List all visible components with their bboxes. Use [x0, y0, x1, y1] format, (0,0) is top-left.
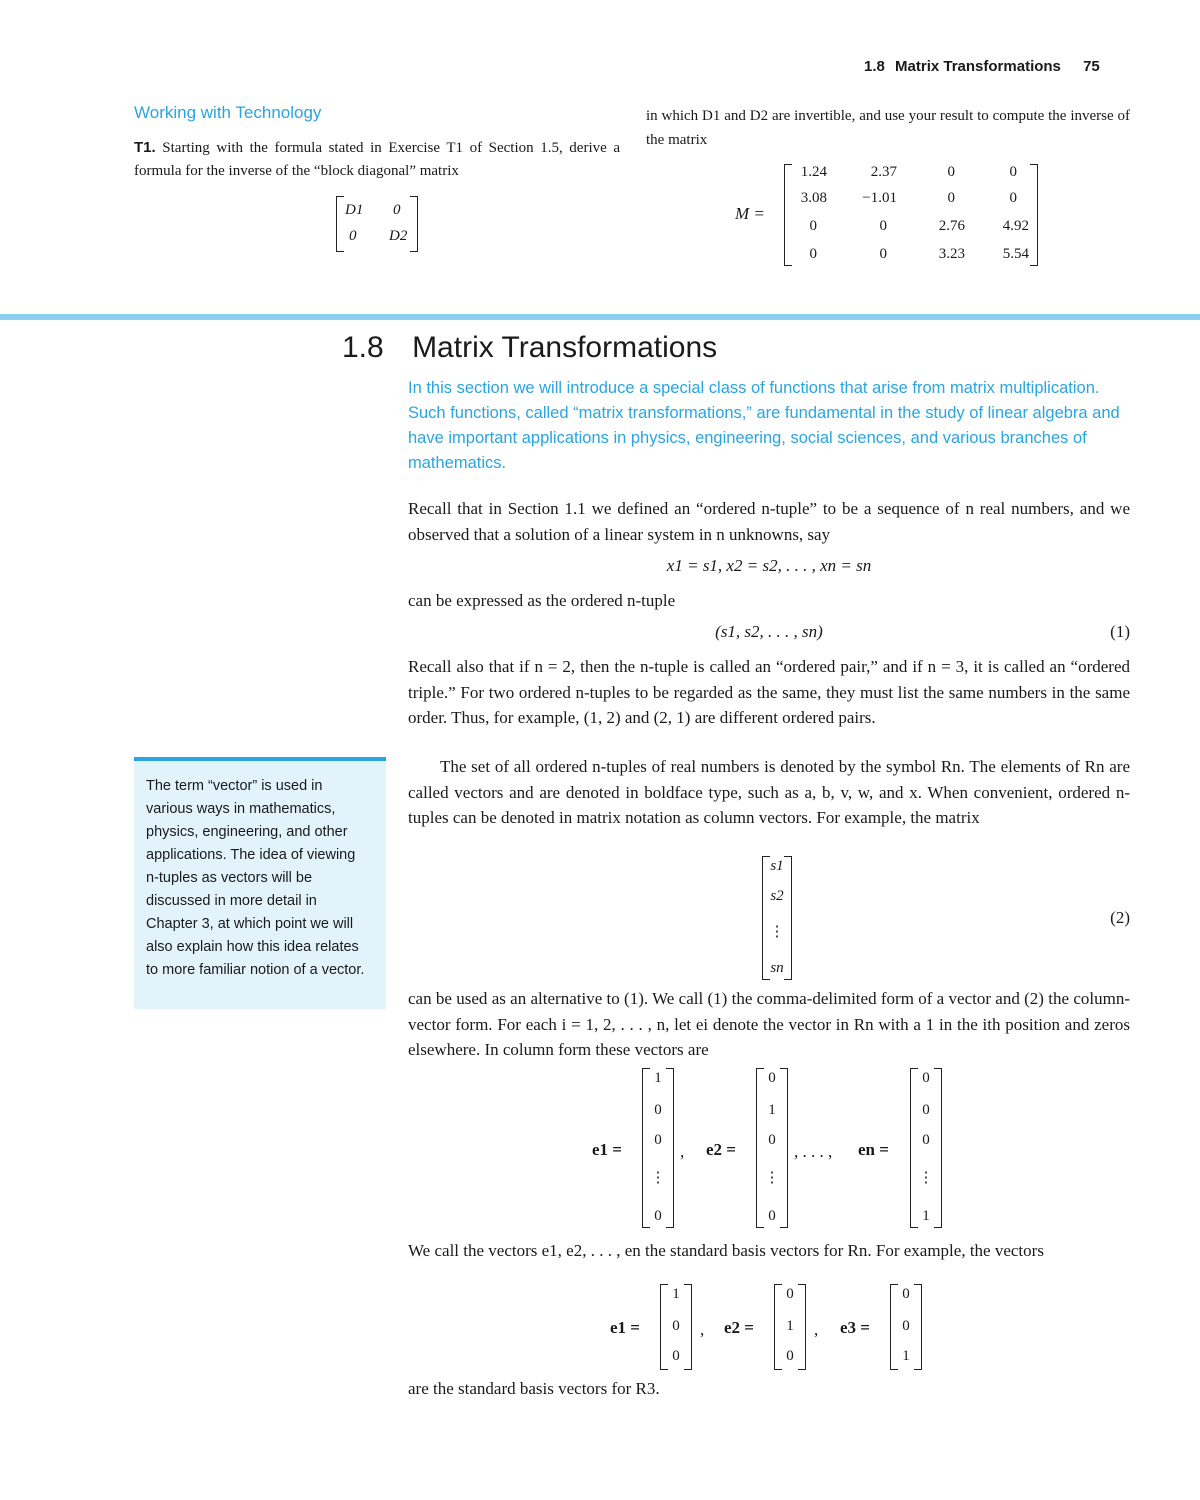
- tech-heading: Working with Technology: [134, 103, 322, 122]
- exercise-t1: [134, 136, 620, 183]
- matrix-entry: 0: [349, 228, 357, 244]
- matrix-entry: 0: [947, 164, 955, 180]
- paragraph: We call the vectors e1, e2, . . . , en the standard basis vectors for Rn. For example, the vectors: [408, 1241, 1044, 1260]
- vector-entry: 0: [654, 1208, 662, 1224]
- e3-label: e3 =: [840, 1318, 870, 1337]
- vector-entry: 1: [922, 1208, 930, 1224]
- separator: , . . . ,: [794, 1142, 833, 1161]
- matrix-entry: 0: [1009, 190, 1017, 206]
- matrix-entry: 0: [809, 246, 817, 262]
- column-vector-s: [762, 856, 792, 980]
- matrix-entry: 2.37: [870, 164, 897, 180]
- matrix-entry: 0: [947, 190, 955, 206]
- vector-entry: 0: [672, 1348, 680, 1364]
- vector-e3-r3: [890, 1284, 922, 1370]
- vector-entry: 1: [768, 1102, 776, 1118]
- matrix-entry: 1.24: [800, 164, 827, 180]
- header-section-number: 1.8: [864, 58, 885, 75]
- vector-entry: ⋮: [918, 1170, 934, 1186]
- matrix-entry: D1: [345, 202, 364, 218]
- e1-label: e1 =: [610, 1318, 640, 1337]
- vector-entry: s2: [770, 888, 784, 904]
- vector-e1-r3: [660, 1284, 692, 1370]
- vector-entry: 0: [672, 1318, 680, 1334]
- vector-en: [910, 1068, 942, 1228]
- paragraph: Recall that in Section 1.1 we defined an “ordered n-tuple” to be a sequence of n real numbers, and we observed that a solution of a linear system in n unknowns, say: [408, 499, 1130, 544]
- equation-solution: x1 = s1, x2 = s2, . . . , xn = sn: [666, 556, 872, 575]
- margin-note: [134, 757, 386, 1009]
- matrix-entry: 0: [879, 218, 887, 234]
- e2-label: e2 =: [724, 1318, 754, 1337]
- paragraph: are the standard basis vectors for R3.: [408, 1379, 660, 1398]
- equation-1: (s1, s2, . . . , sn): [715, 622, 823, 641]
- matrix-entry: 2.76: [938, 218, 965, 234]
- e2-label: e2 =: [706, 1140, 736, 1159]
- vector-entry: 1: [654, 1070, 662, 1086]
- matrix-entry: 0: [879, 246, 887, 262]
- vector-entry: 1: [902, 1348, 910, 1364]
- exercise-text: Starting with the formula stated in Exercise T1 of Section 1.5, derive a formula for the inverse of the “block diagonal” matrix: [134, 140, 621, 179]
- equation-number-1: (1): [1110, 622, 1130, 641]
- vector-entry: 0: [654, 1102, 662, 1118]
- vector-e1: [642, 1068, 674, 1228]
- matrix-m: [784, 164, 1038, 266]
- section-name: Matrix Transformations: [412, 331, 718, 364]
- matrix-entry: 0: [809, 218, 817, 234]
- vector-entry: 0: [768, 1208, 776, 1224]
- matrix-entry: D2: [389, 228, 408, 244]
- vector-entry: 0: [902, 1286, 910, 1302]
- header-title: Matrix Transformations: [895, 58, 1061, 75]
- matrix-m-label: M =: [735, 204, 765, 223]
- section-title: [342, 331, 717, 365]
- page-number: 75: [1083, 58, 1100, 75]
- vector-entry: 0: [768, 1070, 776, 1086]
- vector-entry: 0: [654, 1132, 662, 1148]
- matrix-entry: −1.01: [862, 190, 897, 206]
- separator: ,: [680, 1142, 685, 1161]
- vector-entry: 0: [902, 1318, 910, 1334]
- vector-entry: sn: [770, 960, 784, 976]
- vector-entry: 0: [768, 1132, 776, 1148]
- e1-label: e1 =: [592, 1140, 622, 1159]
- vector-entry: 0: [786, 1348, 794, 1364]
- vector-entry: 0: [786, 1286, 794, 1302]
- matrix-entry: 5.54: [1002, 246, 1029, 262]
- paragraph: Recall also that if n = 2, then the n-tuple is called an “ordered pair,” and if n = 3, it is called an “ordered triple.” For two ordered n-tuples to be regarded as the same, they must list the same numbers in the same order. Thus, for example, (1, 2) and (2, 1) are different ordered pairs.: [408, 657, 1130, 727]
- vector-e2-r3: [774, 1284, 806, 1370]
- section-intro: In this section we will introduce a special class of functions that arise from matrix multiplication. Such functions, called “matrix transformations,” are fundamental in the study of linear algebra and have important applications in physics, engineering, social sciences, and various branches of mathematics.: [408, 379, 1120, 472]
- en-label: en =: [858, 1140, 889, 1159]
- matrix-entry: 3.08: [800, 190, 827, 206]
- vector-entry: ⋮: [764, 1170, 780, 1186]
- exercise-continuation: in which D1 and D2 are invertible, and use your result to compute the inverse of the matrix: [646, 108, 1130, 148]
- matrix-entry: 4.92: [1002, 218, 1029, 234]
- equation-number-2: (2): [1110, 908, 1130, 927]
- vector-entry: 0: [922, 1102, 930, 1118]
- vector-e2: [756, 1068, 788, 1228]
- separator: ,: [814, 1320, 819, 1339]
- vector-entry: ⋮: [650, 1170, 666, 1186]
- block-diagonal-matrix: [336, 196, 418, 252]
- running-header: [864, 58, 1100, 75]
- paragraph: can be used as an alternative to (1). We call (1) the comma-delimited form of a vector and (2) the column-vector form. For each i = 1, 2, . . . , n, let ei denote the vector in Rn with a 1 in the ith position and zeros elsewhere. In column form these vectors are: [408, 989, 1130, 1059]
- section-divider: [0, 314, 1200, 320]
- matrix-entry: 3.23: [938, 246, 965, 262]
- matrix-entry: 0: [393, 202, 401, 218]
- paragraph: can be expressed as the ordered n-tuple: [408, 591, 676, 610]
- vector-entry: 1: [786, 1318, 794, 1334]
- vector-entry: ⋮: [769, 924, 785, 940]
- section-number: 1.8: [342, 331, 384, 364]
- vector-entry: s1: [770, 858, 784, 874]
- vector-entry: 0: [922, 1132, 930, 1148]
- matrix-entry: 0: [1009, 164, 1017, 180]
- exercise-label: T1.: [134, 139, 156, 156]
- margin-note-text: The term “vector” is used in various ways in mathematics, physics, engineering, and other applications. The idea of viewing n-tuples as vectors will be discussed in more detail in Chapter 3, at which point we will also explain how this idea relates to more familiar notion of a vector.: [146, 778, 365, 978]
- separator: ,: [700, 1320, 705, 1339]
- vector-entry: 0: [922, 1070, 930, 1086]
- paragraph: The set of all ordered n-tuples of real numbers is denoted by the symbol Rn. The elements of Rn are called vectors and are denoted in boldface type, such as a, b, v, w, and x. When convenient, ordered n-tuples can be denoted in matrix notation as column vectors. For example, the matrix: [408, 757, 1130, 827]
- vector-entry: 1: [672, 1286, 680, 1302]
